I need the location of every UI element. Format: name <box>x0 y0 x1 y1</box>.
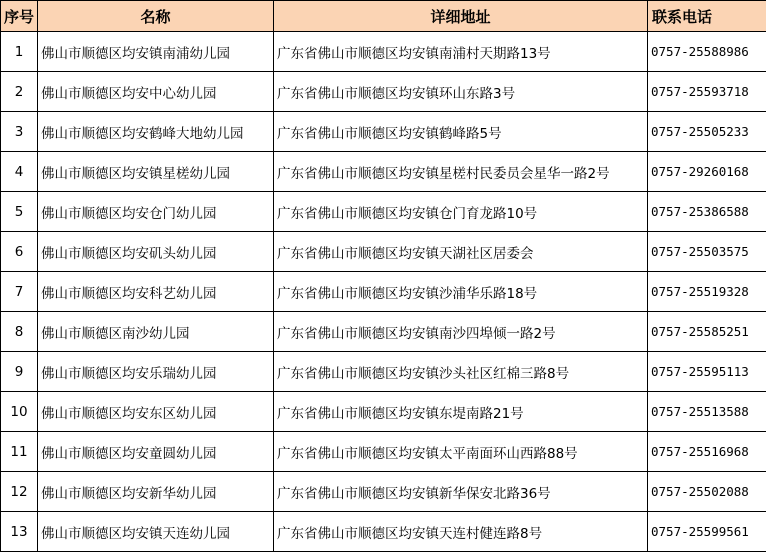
cell-phone: 0757-25503575 <box>648 232 766 272</box>
cell-phone: 0757-25502088 <box>648 472 766 512</box>
cell-address: 广东省佛山市顺德区均安镇沙头社区红棉三路8号 <box>274 352 648 392</box>
cell-phone: 0757-25585251 <box>648 312 766 352</box>
cell-name: 佛山市顺德区均安童圆幼儿园 <box>38 432 274 472</box>
cell-phone: 0757-25588986 <box>648 32 766 72</box>
table-row <box>1 272 766 312</box>
cell-name: 佛山市顺德区均安东区幼儿园 <box>38 392 274 432</box>
cell-address: 广东省佛山市顺德区均安镇南浦村天期路13号 <box>274 32 648 72</box>
table-row <box>1 192 766 232</box>
table-row <box>1 392 766 432</box>
cell-phone: 0757-25516968 <box>648 432 766 472</box>
cell-name: 佛山市顺德区南沙幼儿园 <box>38 312 274 352</box>
cell-name: 佛山市顺德区均安镇天连幼儿园 <box>38 512 274 552</box>
cell-address: 广东省佛山市顺德区均安镇东堤南路21号 <box>274 392 648 432</box>
cell-no: 13 <box>1 512 38 552</box>
cell-phone: 0757-29260168 <box>648 152 766 192</box>
cell-no: 6 <box>1 232 38 272</box>
cell-name: 佛山市顺德区均安鹤峰大地幼儿园 <box>38 112 274 152</box>
header-no: 序号 <box>1 1 38 32</box>
cell-address: 广东省佛山市顺德区均安镇环山东路3号 <box>274 72 648 112</box>
header-row <box>1 1 766 32</box>
table-row <box>1 152 766 192</box>
cell-no: 5 <box>1 192 38 232</box>
cell-address: 广东省佛山市顺德区均安镇太平南面环山西路88号 <box>274 432 648 472</box>
header-address: 详细地址 <box>274 1 648 32</box>
cell-name: 佛山市顺德区均安镇南浦幼儿园 <box>38 32 274 72</box>
cell-no: 10 <box>1 392 38 432</box>
cell-no: 4 <box>1 152 38 192</box>
cell-name: 佛山市顺德区均安仓门幼儿园 <box>38 192 274 232</box>
table-row <box>1 352 766 392</box>
table-body <box>1 32 766 552</box>
table-row <box>1 512 766 552</box>
cell-phone: 0757-25519328 <box>648 272 766 312</box>
cell-name: 佛山市顺德区均安乐瑞幼儿园 <box>38 352 274 392</box>
header-phone: 联系电话 <box>648 1 766 32</box>
cell-address: 广东省佛山市顺德区均安镇南沙四埠倾一路2号 <box>274 312 648 352</box>
table-row <box>1 312 766 352</box>
table-header <box>1 1 766 32</box>
table-row <box>1 472 766 512</box>
cell-address: 广东省佛山市顺德区均安镇天连村健连路8号 <box>274 512 648 552</box>
cell-phone: 0757-25595113 <box>648 352 766 392</box>
header-name: 名称 <box>38 1 274 32</box>
cell-no: 7 <box>1 272 38 312</box>
cell-address: 广东省佛山市顺德区均安镇新华保安北路36号 <box>274 472 648 512</box>
cell-no: 9 <box>1 352 38 392</box>
cell-no: 12 <box>1 472 38 512</box>
cell-name: 佛山市顺德区均安镇星槎幼儿园 <box>38 152 274 192</box>
cell-no: 2 <box>1 72 38 112</box>
cell-phone: 0757-25513588 <box>648 392 766 432</box>
cell-name: 佛山市顺德区均安中心幼儿园 <box>38 72 274 112</box>
cell-address: 广东省佛山市顺德区均安镇沙浦华乐路18号 <box>274 272 648 312</box>
table-row <box>1 432 766 472</box>
cell-phone: 0757-25505233 <box>648 112 766 152</box>
cell-address: 广东省佛山市顺德区均安镇星槎村民委员会星华一路2号 <box>274 152 648 192</box>
cell-name: 佛山市顺德区均安科艺幼儿园 <box>38 272 274 312</box>
cell-phone: 0757-25599561 <box>648 512 766 552</box>
table-row <box>1 232 766 272</box>
table-row <box>1 72 766 112</box>
cell-name: 佛山市顺德区均安新华幼儿园 <box>38 472 274 512</box>
table-row <box>1 112 766 152</box>
table-row <box>1 32 766 72</box>
cell-no: 1 <box>1 32 38 72</box>
cell-address: 广东省佛山市顺德区均安镇仓门育龙路10号 <box>274 192 648 232</box>
cell-no: 11 <box>1 432 38 472</box>
cell-phone: 0757-25386588 <box>648 192 766 232</box>
cell-no: 8 <box>1 312 38 352</box>
cell-no: 3 <box>1 112 38 152</box>
cell-address: 广东省佛山市顺德区均安镇鹤峰路5号 <box>274 112 648 152</box>
cell-phone: 0757-25593718 <box>648 72 766 112</box>
cell-address: 广东省佛山市顺德区均安镇天湖社区居委会 <box>274 232 648 272</box>
cell-name: 佛山市顺德区均安矶头幼儿园 <box>38 232 274 272</box>
